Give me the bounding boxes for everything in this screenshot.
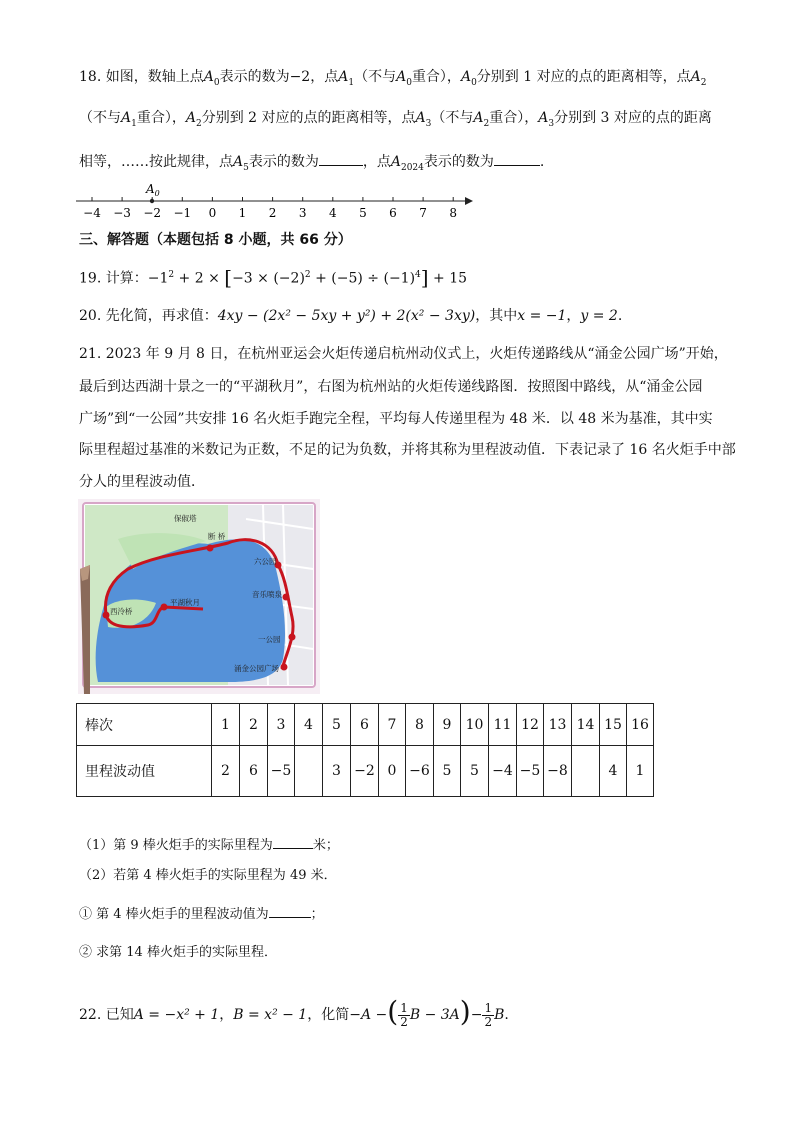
tick-label: 7	[419, 206, 427, 220]
table-head-index: 棒次	[77, 704, 212, 746]
table-row-values	[77, 746, 654, 797]
map-label-yigongyuan: 一公园	[258, 635, 281, 644]
map-label-pinghu: 平湖秋月	[170, 598, 200, 607]
q18-line-3: 相等，……按此规律，点$A_5$表示的数为 ，点$A_{2024}$表示的数为 .	[79, 151, 544, 178]
number-line	[70, 180, 480, 222]
table-cell-value: −8	[544, 746, 572, 797]
point-a0	[150, 199, 154, 203]
table-cell-index: 6	[351, 704, 379, 746]
point-a0-label: $A_0$	[146, 182, 160, 198]
table-cell-value: 1	[627, 746, 654, 797]
map-label-xiling: 西泠桥	[110, 607, 133, 616]
tick-label: 1	[238, 206, 247, 220]
answer-blank-q21-2[interactable]	[269, 903, 311, 918]
table-cell-value	[295, 746, 323, 797]
right-bracket: ]	[420, 265, 429, 290]
q21-line-3: 广场”到“一公园”共安排 16 名火炬手跑完全程，平均每人传递里程为 48 米．以 48 米为基准，其中实	[79, 411, 713, 427]
tick-label: 3	[298, 206, 307, 220]
table-cell-value: −5	[268, 746, 295, 797]
table-cell-index: 14	[572, 704, 600, 746]
table-cell-index: 13	[544, 704, 572, 746]
fraction-half-2: $\frac{1}{2}$	[484, 1000, 493, 1029]
torch-table	[76, 703, 654, 797]
number-line-arrow	[465, 197, 473, 205]
q21-sub2-c2: ② 求第 14 棒火炬手的实际里程．	[79, 945, 277, 960]
q19: 19. 计算：$-1^2 + 2 \times [-3 \times (-2)^2 + (-5) \div (-1)^4] + 15$	[79, 265, 468, 290]
q20: 20. 先化简，再求值：4xy − (2x² − 5xy + y²) + 2(x² − 3xy)，其中x = −1，y = 2.	[79, 308, 623, 324]
tick-label: 5	[359, 206, 367, 220]
number-line-ticks	[83, 197, 457, 220]
table-cell-value: 5	[461, 746, 489, 797]
fraction-half: $\frac{1}{2}$	[400, 1000, 408, 1029]
tick-label: −3	[113, 206, 131, 220]
table-cell-value: 0	[379, 746, 406, 797]
table-head-values: 里程波动值	[77, 746, 212, 797]
tick-label: 4	[328, 206, 337, 220]
table-cell-index: 15	[600, 704, 627, 746]
map-label-baochu: 保俶塔	[174, 514, 197, 523]
tick-label: 2	[268, 206, 277, 220]
table-cell-index: 4	[295, 704, 323, 746]
table-cell-value: 5	[434, 746, 461, 797]
table-cell-index: 2	[240, 704, 268, 746]
table-cell-value: −6	[406, 746, 434, 797]
answer-blank-a5[interactable]	[319, 151, 363, 166]
answer-blank-q21-1[interactable]	[273, 834, 313, 849]
q18-line-1: 18. 如图，数轴上点$A_0$表示的数为−2，点$A_1$（不与$A_0$重合），$A_0$分别到 1 对应的点的距离相等，点$A_2$	[79, 69, 707, 88]
right-paren: )	[459, 995, 471, 1028]
map-label-duanqiao: 断 桥	[208, 532, 226, 541]
q21-sub2: （2）若第 4 棒火炬手的实际里程为 49 米．	[79, 868, 337, 883]
map-label-liugongyuan: 六公园	[254, 557, 277, 566]
map-label-yinyue: 音乐喷泉	[252, 590, 282, 599]
q18-line-2: （不与$A_1$重合），$A_2$分别到 2 对应的点的距离相等，点$A_3$（不与$A_2$重合），$A_3$分别到 3 对应的点的距离	[79, 110, 712, 129]
table-cell-index: 8	[406, 704, 434, 746]
tick-label: −4	[83, 206, 101, 220]
table-cell-index: 1	[212, 704, 240, 746]
q21-line-4: 际里程超过基准的米数记为正数，不足的记为负数，并将其称为里程波动值．下表记录了 16 名火炬手中部	[79, 442, 736, 458]
table-cell-value: −4	[489, 746, 517, 797]
q21-line-5: 分人的里程波动值．	[79, 474, 205, 490]
tick-label: 6	[389, 206, 397, 220]
table-cell-index: 16	[627, 704, 654, 746]
tick-label: −2	[143, 206, 162, 220]
left-bracket: [	[224, 265, 233, 290]
table-cell-index: 7	[379, 704, 406, 746]
section-title: 三、解答题（本题包括 8 小题，共 66 分）	[79, 232, 352, 248]
table-cell-value: 2	[212, 746, 240, 797]
table-cell-value: 3	[323, 746, 351, 797]
table-row-index	[77, 704, 654, 746]
table-cell-index: 9	[434, 704, 461, 746]
table-cell-index: 3	[268, 704, 295, 746]
table-cell-value	[572, 746, 600, 797]
torch-route-map	[78, 499, 320, 694]
q21-line-1: 21. 2023 年 9 月 8 日，在杭州亚运会火炬传递启杭州动仪式上，火炬传递路线从“涌金公园广场”开始，	[79, 346, 728, 362]
q21-sub1: （1）第 9 棒火炬手的实际里程为 米；	[79, 834, 339, 856]
left-paren: (	[387, 995, 399, 1028]
table-cell-value: −5	[517, 746, 544, 797]
answer-blank-a2024[interactable]	[494, 151, 540, 166]
table-cell-index: 5	[323, 704, 351, 746]
table-cell-value: 6	[240, 746, 268, 797]
tick-label: −1	[173, 206, 192, 220]
table-cell-value: 4	[600, 746, 627, 797]
table-cell-index: 12	[517, 704, 544, 746]
map-label-yongjin: 涌金公园广场	[234, 664, 279, 673]
tick-label: 0	[208, 206, 217, 220]
table-cell-index: 10	[461, 704, 489, 746]
q21-sub2-c1: ① 第 4 棒火炬手的里程波动值为 ；	[79, 903, 324, 925]
q21-line-2: 最后到达西湖十景之一的“平湖秋月”，右图为杭州站的火炬传递线路图．按照图中路线，从“涌金公园	[79, 379, 703, 395]
q22: 22. 已知A = −x² + 1，B = x² − 1，化简−A −( $\frac{1}{2}$ B − 3A)− $\frac{1}{2}$ B.	[79, 995, 509, 1029]
table-cell-index: 11	[489, 704, 517, 746]
table-cell-value: −2	[351, 746, 379, 797]
tick-label: 8	[449, 206, 458, 220]
